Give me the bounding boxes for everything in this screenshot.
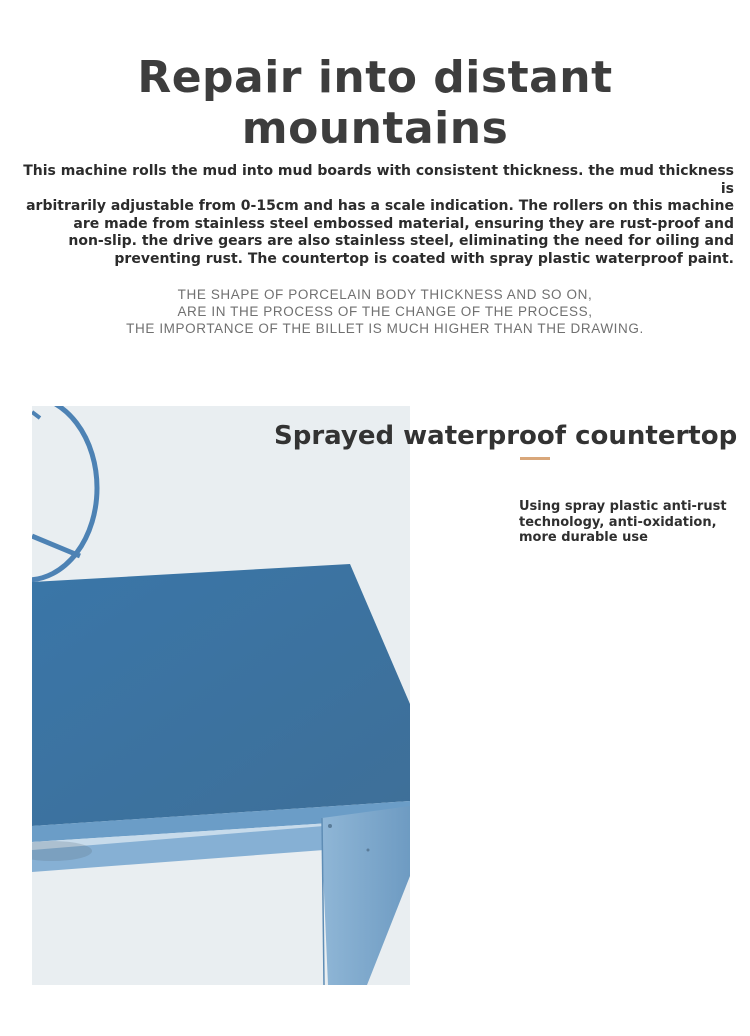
intro-line: arbitrarily adjustable from 0-15cm and has a scale indication. The rollers on this machine <box>26 198 734 214</box>
intro-description <box>14 163 734 268</box>
feature-line: technology, anti-oxidation, <box>519 514 717 530</box>
page-title: Repair into distant mountains <box>137 52 613 154</box>
feature-description <box>519 499 739 546</box>
feature-line: Using spray plastic anti-rust <box>519 499 727 514</box>
tagline-line: THE IMPORTANCE OF THE BILLET IS MUCH HIGHER THAN THE DRAWING. <box>126 321 644 336</box>
intro-line: This machine rolls the mud into mud boards with consistent thickness. the mud thickness is <box>23 163 734 197</box>
countertop-photo <box>32 406 410 985</box>
tagline <box>0 286 750 337</box>
feature-line: more durable use <box>519 530 648 545</box>
accent-divider <box>520 457 550 460</box>
tagline-line: ARE IN THE PROCESS OF THE CHANGE OF THE PROCESS, <box>177 304 593 319</box>
countertop-surface <box>32 564 410 826</box>
intro-line: are made from stainless steel embossed material, ensuring they are rust-proof and <box>73 215 734 232</box>
tagline-line: THE SHAPE OF PORCELAIN BODY THICKNESS AND SO ON, <box>177 287 593 302</box>
countertop-illustration <box>32 406 410 985</box>
feature-title: Sprayed waterproof countertop <box>274 421 738 451</box>
intro-line: preventing rust. The countertop is coated with spray plastic waterproof paint. <box>114 250 734 267</box>
intro-line: non-slip. the drive gears are also stainless steel, eliminating the need for oiling and <box>68 233 734 249</box>
